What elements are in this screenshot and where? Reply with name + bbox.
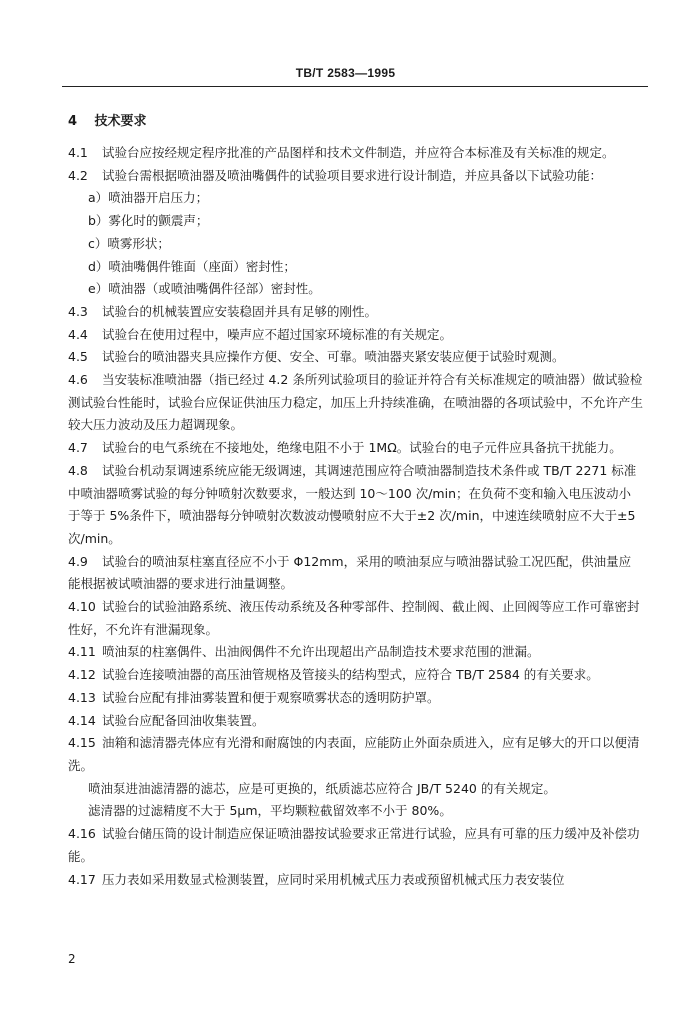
clause-list [68,142,643,891]
clause [68,732,643,777]
clause [68,551,643,596]
clause-text: 当安装标准喷油器（指已经过 4.2 条所列试验项目的验证并符合有关标准规定的喷油器）做试验检测试验台性能时，试验台应保证供油压力稳定，加压上升持续准确，在喷油器的各项试验中，不允许产生较大压力波动及压力超调现象。 [68,372,644,433]
clause [68,460,643,551]
clause-text: 油箱和滤清器壳体应有光滑和耐腐蚀的内表面，应能防止外面杂质进入，应有足够大的开口以便清洗。 [68,735,640,773]
clause-number: 4.17 [68,871,96,887]
clause-number: 4.5 [68,349,88,365]
section-number: 4 [68,114,78,129]
clause-text: 试验台的喷油器夹具应操作方便、安全、可靠。喷油器夹紧安装应便于试验时观测。 [102,349,565,365]
clause [68,142,643,165]
clause-text: 试验台应配有排油雾装置和便于观察喷雾状态的透明防护罩。 [102,689,440,705]
clause-text: 试验台的机械装置应安装稳固并具有足够的刚性。 [102,303,378,319]
section-heading [68,110,147,129]
clause-text: 试验台的喷油泵柱塞直径应不小于 Φ12mm，采用的喷油泵应与喷油器试验工况匹配，供油量应能根据被试喷油器的要求进行油量调整。 [68,553,632,592]
clause-number: 4.16 [68,826,96,842]
list-item: c）喷雾形状； [88,235,170,251]
clause-text: 试验台的电气系统在不接地处，绝缘电阻不小于 1MΩ。试验台的电子元件应具备抗干扰能力。 [102,440,622,456]
clause-number: 4.6 [68,372,88,388]
clause-text: 喷油泵的柱塞偶件、出油阀偶件不允许出现超出产品制造技术要求范围的泄漏。 [102,644,540,660]
list-item: d）喷油嘴偶件锥面（座面）密封性； [88,258,296,274]
clause-text: 试验台在使用过程中，噪声应不超过国家环境标准的有关规定。 [102,326,453,342]
clause-text: 试验台应配备回油收集装置。 [102,712,265,728]
clause [68,165,643,188]
clause-number: 4.7 [68,440,88,456]
clause-number: 4.4 [68,326,88,342]
clause [68,596,643,641]
clause [68,301,643,324]
clause-number: 4.2 [68,167,88,183]
clause-text: 试验台储压筒的设计制造应保证喷油器按试验要求正常进行试验，应具有可靠的压力缓冲及补偿功能。 [68,826,640,864]
clause-number: 4.13 [68,689,96,705]
clause-number: 4.3 [68,303,88,319]
clause-text: 试验台连接喷油器的高压油管规格及管接头的结构型式，应符合 TB/T 2584 的有关要求。 [102,667,599,683]
clause [68,823,643,868]
list-item: b）雾化时的颤震声； [88,213,209,229]
clause [68,324,643,347]
clause-number: 4.9 [68,553,88,569]
clause-number: 4.1 [68,145,88,160]
header-rule [62,86,648,87]
clause-paragraph: 喷油泵进油滤清器的滤芯，应是可更换的，纸质滤芯应符合 JB/T 5240 的有关规定。 [88,780,556,796]
clause-number: 4.12 [68,667,96,683]
clause-number: 4.14 [68,712,96,728]
clause-text: 试验台需根据喷油器及喷油嘴偶件的试验项目要求进行设计制造，并应具备以下试验功能： [102,167,603,183]
clause-text: 试验台机动泵调速系统应能无级调速，其调速范围应符合喷油器制造技术条件或 TB/T 2271 标准中喷油器喷雾试验的每分钟喷射次数要求，一般达到 10～100 次/min；在负荷不变和输入电压波动小于等于 5%条件下，喷油器每分钟喷射次数波动慢喷射应不大于±2 次/min，中速连续喷射应不大于±5 次/min。 [68,462,637,546]
list-item: a）喷油器开启压力； [88,190,209,206]
document-header: TB/T 2583—1995 [295,66,396,80]
clause [68,710,643,733]
clause [68,641,643,664]
clause [68,664,643,687]
page-number: 2 [68,952,76,966]
clause-number: 4.8 [68,462,88,478]
clause-paragraph: 滤清器的过滤精度不大于 5μm，平均颗粒截留效率不小于 80%。 [88,803,452,819]
clause-text: 试验台应按经规定程序批准的产品图样和技术文件制造，并应符合本标准及有关标准的规定。 [102,145,615,160]
clause-text: 试验台的试验油路系统、液压传动系统及各种零部件、控制阀、截止阀、止回阀等应工作可靠密封性好，不允许有泄漏现象。 [68,599,640,637]
clause [68,346,643,369]
list-item: e）喷油器（或喷油嘴偶件径部）密封性。 [88,281,321,297]
clause-text: 压力表如采用数显式检测装置，应同时采用机械式压力表或预留机械式压力表安装位 [102,871,565,887]
clause-number: 4.10 [68,599,96,615]
clause [68,369,643,437]
section-title: 技术要求 [94,114,147,129]
clause [68,869,643,892]
clause [68,687,643,710]
clause [68,437,643,460]
clause-number: 4.11 [68,644,96,660]
clause-number: 4.15 [68,735,96,751]
